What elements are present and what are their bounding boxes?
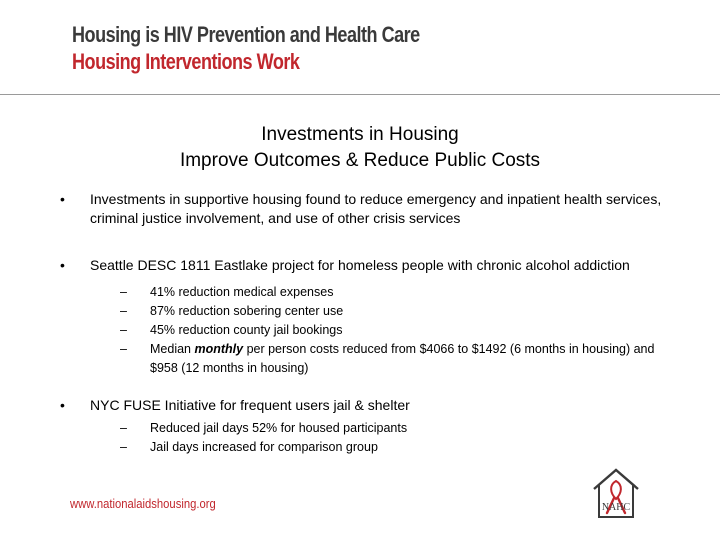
dash-marker: – — [120, 323, 127, 337]
sub-item — [120, 283, 670, 302]
bullet-text: Seattle DESC 1811 Eastlake project for homeless people with chronic alcohol addiction — [90, 257, 630, 273]
median-prefix: Median — [150, 342, 195, 356]
sub-item-text: 45% reduction county jail bookings — [150, 323, 343, 337]
sub-item — [120, 302, 670, 321]
bullet-item-seattle-desc — [60, 256, 670, 378]
slide-title-line1: Investments in Housing — [261, 124, 459, 145]
slide-title — [0, 122, 720, 174]
slide-title-line2: Improve Outcomes & Reduce Public Costs — [179, 150, 541, 171]
bullet-marker: • — [60, 191, 65, 207]
bullet-text: NYC FUSE Initiative for frequent users jail & shelter — [90, 397, 410, 413]
bullet-text: Investments in supportive housing found to reduce emergency and inpatient health services, criminal justice involvement, and use of other crisis services — [90, 191, 662, 226]
median-emphasis: monthly — [194, 342, 244, 356]
sub-list — [120, 419, 670, 457]
sub-item-median-costs — [120, 340, 670, 378]
slide-content — [60, 190, 670, 457]
header-title: Housing is HIV Prevention and Health Care — [72, 22, 420, 47]
dash-marker: – — [120, 285, 127, 299]
sub-item-text: Reduced jail days 52% for housed participants — [150, 421, 408, 435]
dash-marker: – — [120, 342, 127, 356]
dash-marker: – — [120, 440, 127, 454]
sub-list — [120, 283, 670, 378]
bullet-item-nyc-fuse — [60, 396, 670, 457]
bullet-marker: • — [60, 257, 65, 273]
sub-item-text: Jail days increased for comparison group — [150, 440, 378, 454]
logo-text: NAHC — [601, 502, 631, 513]
sub-item-text: 41% reduction medical expenses — [150, 285, 334, 299]
header-divider — [0, 94, 720, 95]
bullet-item-supportive-housing — [60, 190, 670, 228]
nahc-house-ribbon-logo-icon — [590, 465, 642, 521]
sub-item — [120, 321, 670, 340]
footer-url: www.nationalaidshousing.org — [70, 497, 216, 511]
median-suffix: per person costs reduced from $4066 to $1492 (6 months in housing) and $958 (12 months in housing) — [150, 342, 655, 375]
dash-marker: – — [120, 304, 127, 318]
header-subtitle: Housing Interventions Work — [72, 49, 300, 74]
sub-item-text: 87% reduction sobering center use — [150, 304, 344, 318]
dash-marker: – — [120, 421, 127, 435]
sub-item — [120, 438, 670, 457]
slide-header — [72, 22, 496, 75]
bullet-marker: • — [60, 397, 65, 413]
sub-item — [120, 419, 670, 438]
